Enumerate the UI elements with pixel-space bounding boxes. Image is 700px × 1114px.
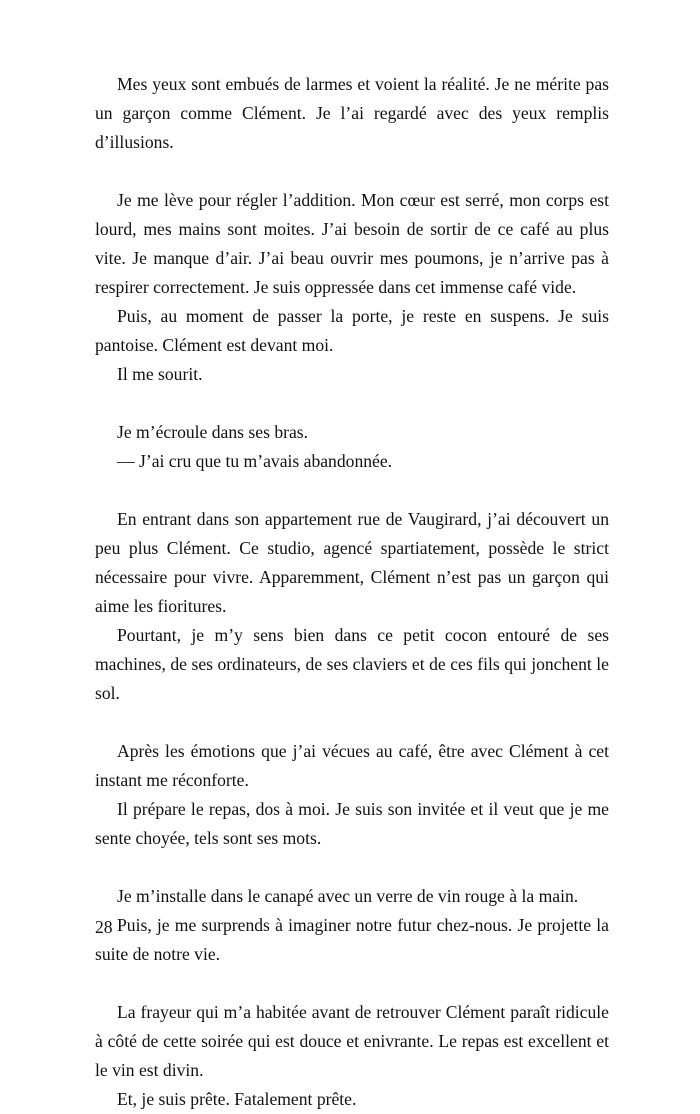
section-break [95, 969, 609, 998]
dialogue-line: — J’ai cru que tu m’avais abandonnée. [117, 451, 393, 471]
paragraph: La frayeur qui m’a habitée avant de retrouver Clément paraît ridicule à côté de cette soirée qui est douce et enivrante. Le repas est excellent et le vin est divin. [95, 1002, 609, 1080]
paragraph: Je m’écroule dans ses bras. [117, 422, 309, 442]
section-break [95, 853, 609, 882]
paragraph: Pourtant, je m’y sens bien dans ce petit cocon entouré de ses machines, de ses ordinateurs, de ses claviers et de ces fils qui jonchent le sol. [95, 625, 609, 703]
paragraph: Je me lève pour régler l’addition. Mon cœur est serré, mon corps est lourd, mes mains sont moites. J’ai besoin de sortir de ce café au plus vite. Je manque d’air. J’ai beau ouvrir mes poumons, je n’arrive pas à respirer correctement. Je suis oppressée dans cet immense café vide. [95, 190, 609, 297]
section-break [95, 389, 609, 418]
paragraph: En entrant dans son appartement rue de Vaugirard, j’ai découvert un peu plus Clément. Ce studio, agencé spartiatement, possède le strict nécessaire pour vivre. Apparemment, Clément n’est pas un garçon qui aime les fioritures. [95, 509, 609, 616]
section-break [95, 708, 609, 737]
page-body [95, 70, 609, 1114]
paragraph: Et, je suis prête. Fatalement prête. [117, 1089, 357, 1109]
paragraph: Après les émotions que j’ai vécues au café, être avec Clément à cet instant me réconforte. [95, 741, 609, 790]
section-break [95, 476, 609, 505]
paragraph: Il me sourit. [117, 364, 203, 384]
paragraph: Puis, je me surprends à imaginer notre futur chez-nous. Je projette la suite de notre vie. [95, 915, 609, 964]
page-number: 28 [95, 917, 113, 937]
paragraph: Mes yeux sont embués de larmes et voient la réalité. Je ne mérite pas un garçon comme Clément. Je l’ai regardé avec des yeux remplis d’illusions. [95, 74, 609, 152]
paragraph: Puis, au moment de passer la porte, je reste en suspens. Je suis pantoise. Clément est devant moi. [95, 306, 609, 355]
paragraph: Je m’installe dans le canapé avec un verre de vin rouge à la main. [117, 886, 579, 906]
paragraph: Il prépare le repas, dos à moi. Je suis son invitée et il veut que je me sente choyée, tels sont ses mots. [95, 799, 609, 848]
section-break [95, 157, 609, 186]
